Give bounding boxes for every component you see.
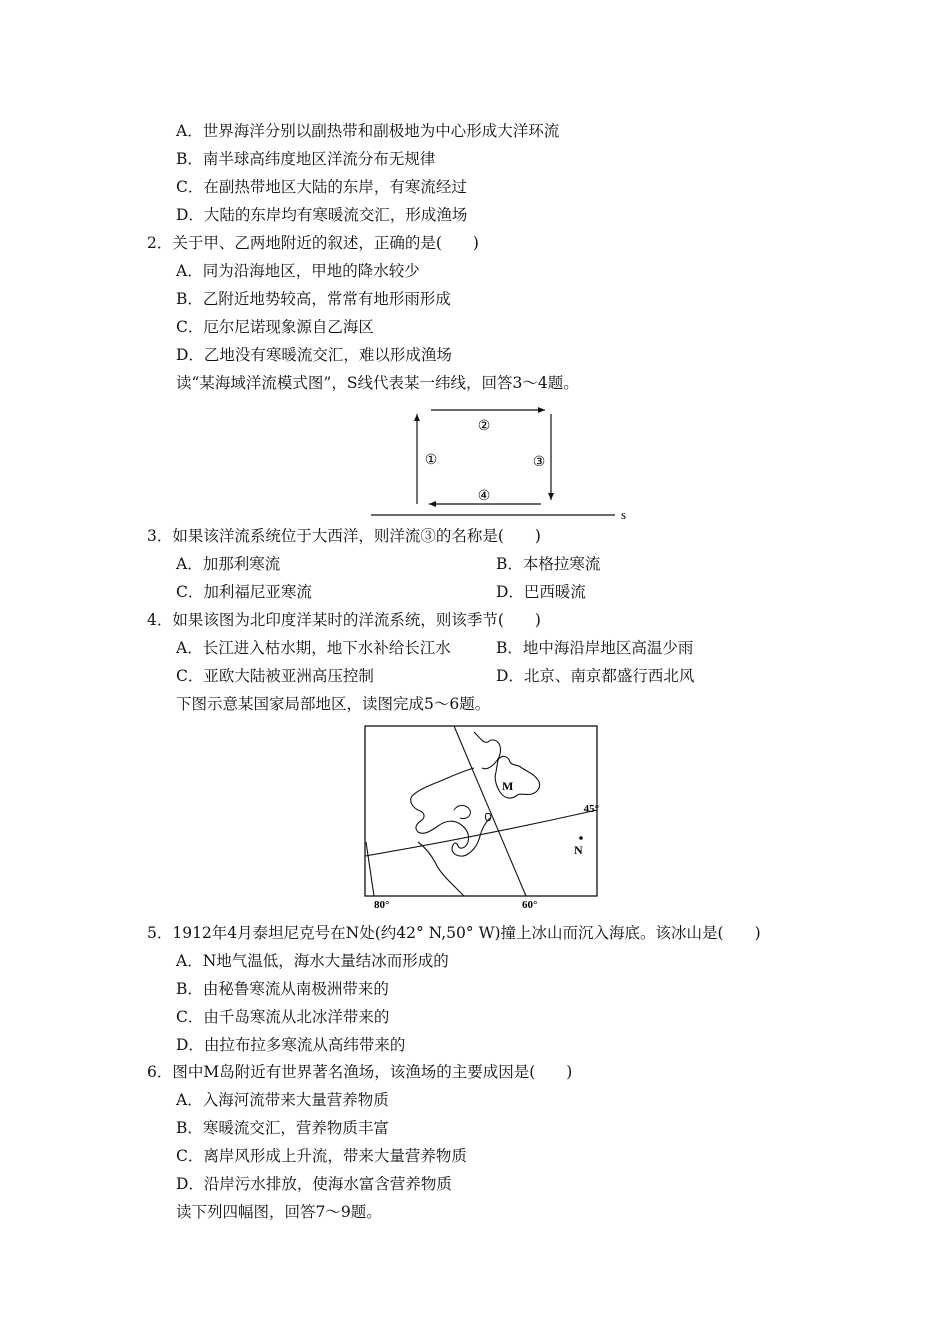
regional-map [362, 724, 602, 914]
meridian-80 [366, 842, 374, 896]
intro-5-6: 下图示意某国家局部地区，读图完成5～6题。 [176, 695, 491, 713]
q4-option-a: A．长江进入枯水期，地下水补给长江水 [176, 639, 451, 657]
q6-option-d: D．沿岸污水排放，使海水富含营养物质 [176, 1175, 452, 1193]
label-lat-45: 45° [583, 803, 599, 815]
label-current-2: ② [477, 419, 491, 434]
map-frame [365, 726, 597, 896]
point-n [579, 836, 583, 840]
q6-stem: 6．图中M岛附近有世界著名渔场，该渔场的主要成因是( ) [147, 1063, 573, 1081]
label-current-1: ① [424, 453, 438, 468]
q5-stem: 5．1912年4月泰坦尼克号在N处(约42° N,50° W)撞上冰山而沉入海底。该冰山是( ) [147, 924, 761, 942]
q6-option-b: B．寒暖流交汇，营养物质丰富 [176, 1119, 389, 1137]
label-s: s [621, 507, 627, 520]
q5-option-c: C．由千岛寒流从北冰洋带来的 [176, 1008, 390, 1026]
q1-option-a: A．世界海洋分别以副热带和副极地为中心形成大洋环流 [176, 122, 560, 140]
q4-option-c: C．亚欧大陆被亚洲高压控制 [176, 667, 374, 685]
q1-option-b: B．南半球高纬度地区洋流分布无规律 [176, 150, 436, 168]
q5-option-b: B．由秘鲁寒流从南极洲带来的 [176, 980, 389, 998]
meridian-60 [454, 726, 526, 896]
q4-stem: 4．如果该图为北印度洋某时的洋流系统，则该季节( ) [147, 611, 541, 629]
q4-option-b: B．地中海沿岸地区高温少雨 [496, 639, 694, 657]
intro-3-4: 读“某海域洋流模式图”，S线代表某一纬线，回答3～4题。 [176, 374, 579, 392]
q6-option-c: C．离岸风形成上升流，带来大量营养物质 [176, 1147, 467, 1165]
coastline-lower [418, 842, 464, 896]
q3-option-c: C．加利福尼亚寒流 [176, 583, 312, 601]
label-current-4: ④ [477, 489, 491, 504]
q1-option-d: D．大陆的东岸均有寒暖流交汇，形成渔场 [176, 206, 468, 224]
q2-option-d: D．乙地没有寒暖流交汇，难以形成渔场 [176, 346, 452, 364]
label-lon-80: 80° [374, 899, 390, 911]
coastline-inlet [454, 806, 470, 819]
q2-option-b: B．乙附近地势较高，常常有地形雨形成 [176, 290, 451, 308]
q3-stem: 3．如果该洋流系统位于大西洋，则洋流③的名称是( ) [147, 527, 541, 545]
q2-option-c: C．厄尔尼诺现象源自乙海区 [176, 318, 374, 336]
label-current-3: ③ [532, 455, 546, 470]
q3-option-a: A．加那利寒流 [176, 555, 281, 573]
q6-option-a: A．入海河流带来大量营养物质 [176, 1091, 389, 1109]
q2-stem: 2．关于甲、乙两地附近的叙述，正确的是( ) [147, 234, 479, 252]
q3-option-b: B．本格拉寒流 [496, 555, 601, 573]
ocean-current-diagram [355, 402, 635, 520]
coastline [411, 768, 490, 856]
q1-option-c: C．在副热带地区大陆的东岸，有寒流经过 [176, 178, 467, 196]
q5-option-d: D．由拉布拉多寒流从高纬带来的 [176, 1036, 406, 1054]
label-n: N [574, 843, 583, 857]
label-lon-60: 60° [522, 899, 538, 911]
northern-coast [474, 732, 501, 769]
q5-option-a: A．N地气温低，海水大量结冰而形成的 [176, 952, 449, 970]
q2-option-a: A．同为沿海地区，甲地的降水较少 [176, 262, 420, 280]
q3-option-d: D．巴西暖流 [496, 583, 586, 601]
q4-option-d: D．北京、南京都盛行西北风 [496, 667, 695, 685]
label-m: M [502, 779, 514, 793]
intro-7-9: 读下列四幅图，回答7～9题。 [176, 1203, 382, 1221]
